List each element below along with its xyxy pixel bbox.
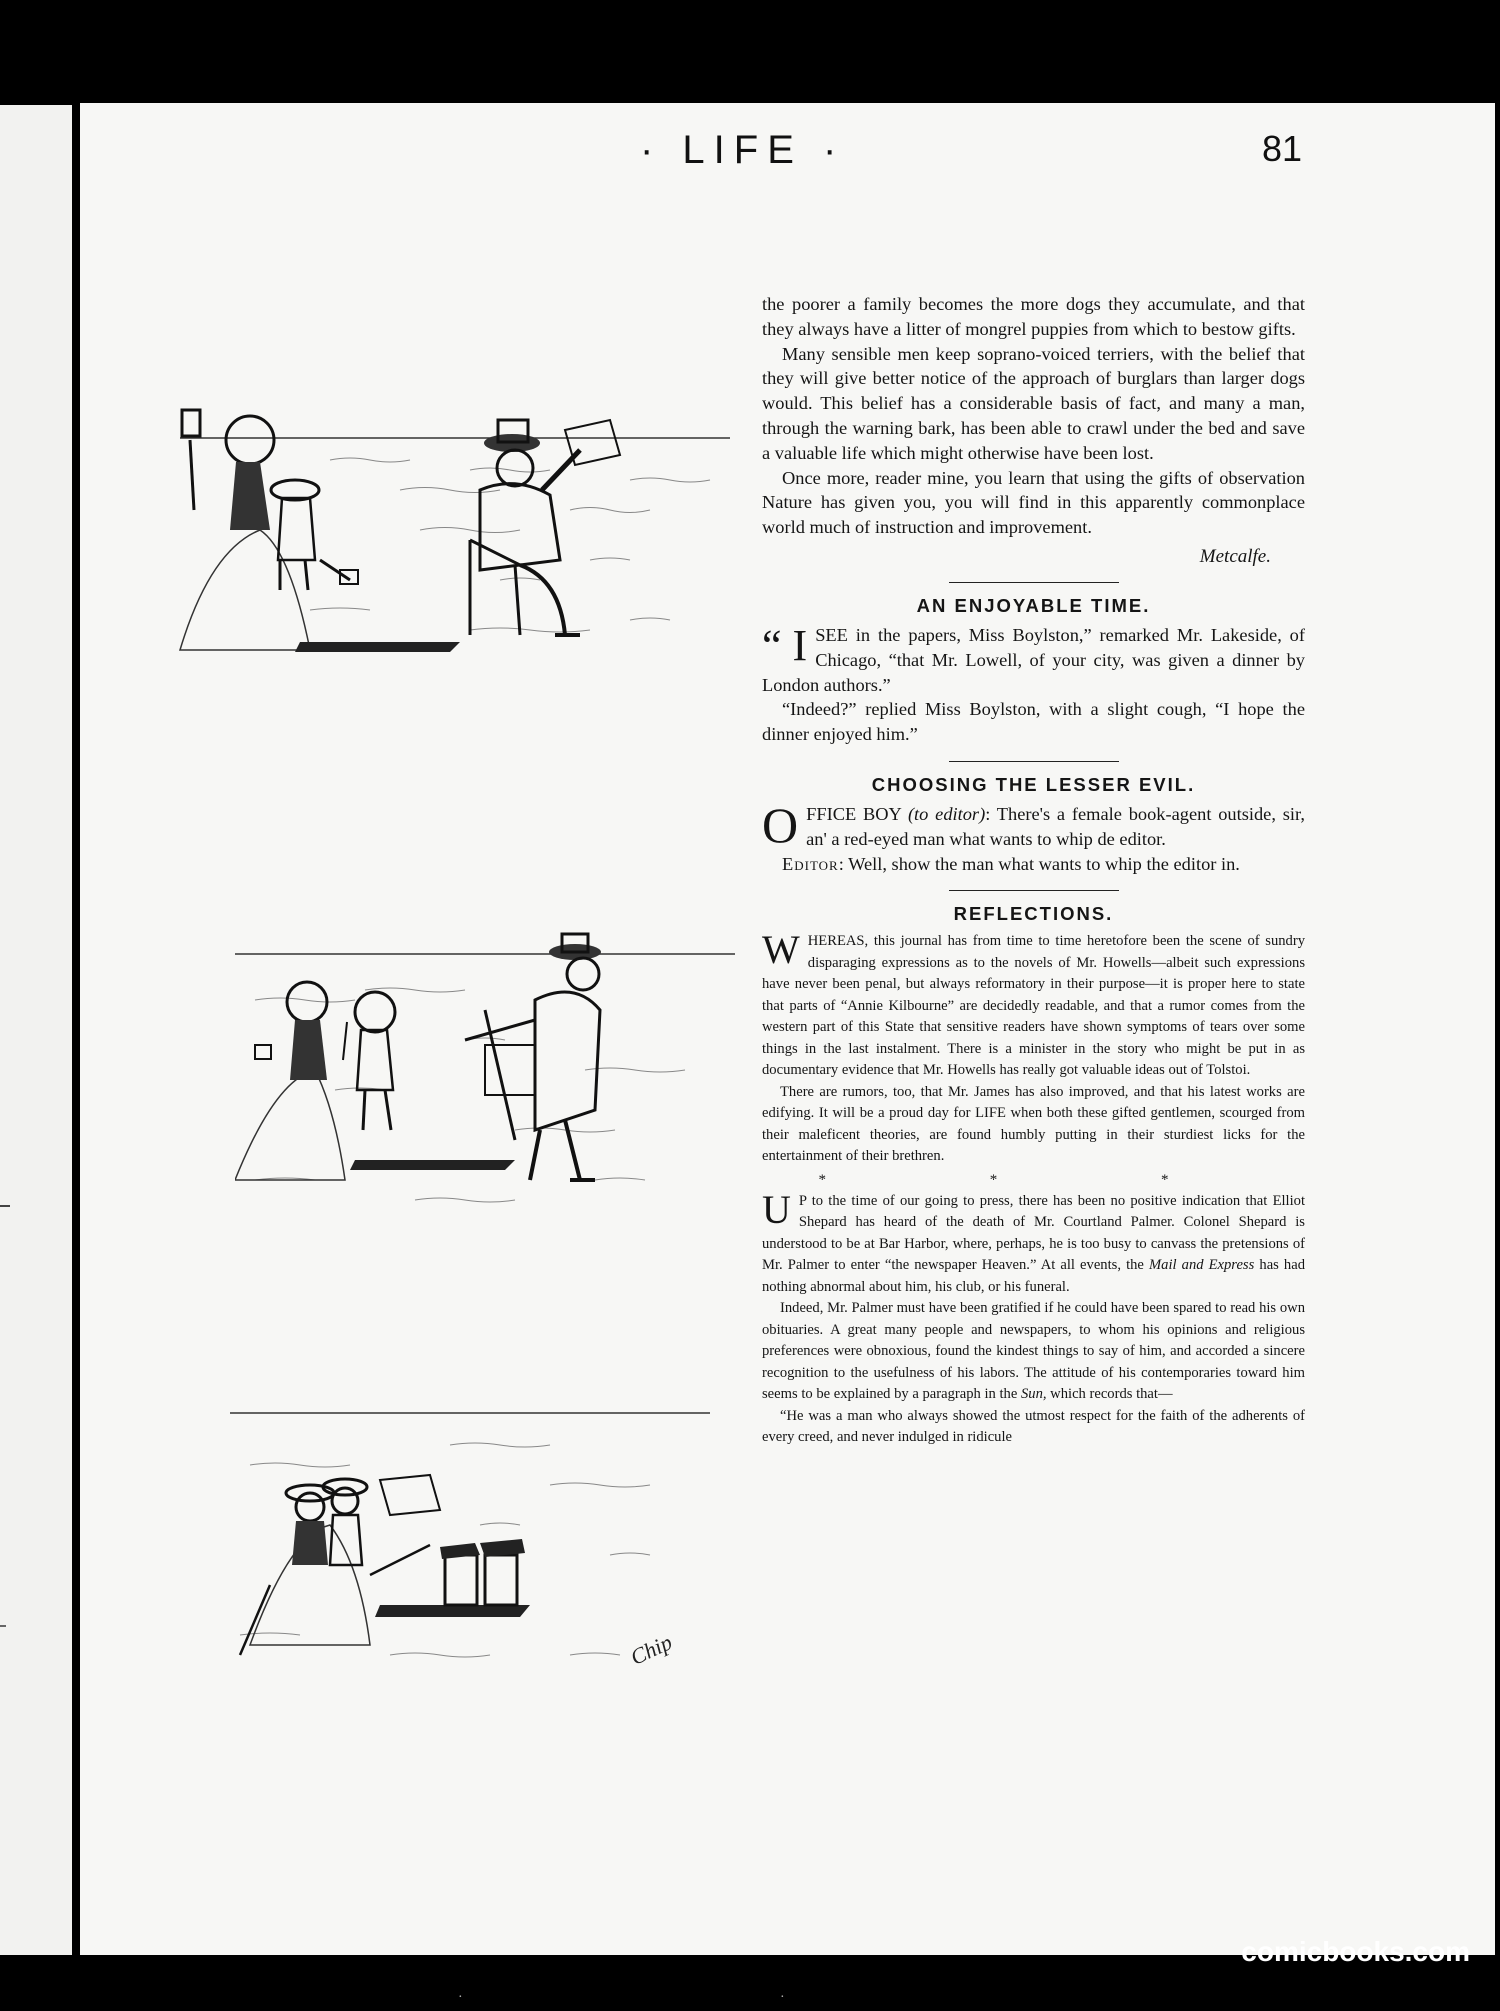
section-divider xyxy=(949,582,1119,583)
drop-cap: W xyxy=(762,927,800,973)
page-mark xyxy=(0,1625,6,1627)
author-signature: Metcalfe. xyxy=(1199,545,1271,567)
reflections-paragraph-2: There are rumors, too, that Mr. James has also improved, and that his latest works are edifying. It will be a proud day for LIFE when both these gifted gentlemen, scourged from their maleficent theories, are found humbly putting in their sturdiest licks for the entertainment of their brethren. xyxy=(762,1083,1305,1165)
article-column xyxy=(762,292,1305,1449)
stage-direction: (to editor) xyxy=(907,803,986,824)
beach-scene-2-drawing xyxy=(235,930,735,1240)
reflections-quote: “He was a man who always showed the utmost respect for the faith of the adherents of every creed, and never indulged in ridicule xyxy=(762,1407,1305,1446)
reflections-text-3b: has had nothing abnormal about him, his club, or his funeral. xyxy=(762,1257,1305,1295)
drop-cap: U xyxy=(762,1186,791,1232)
cartoon-panel-2 xyxy=(235,930,735,1240)
site-watermark: comicbooks.com xyxy=(1241,1936,1470,1967)
reflections-text-4a: Indeed, Mr. Palmer must have been gratified if he could have been spared to read his own obituaries. A great many people and newspapers, to whom his opinions and religious preferences were obnoxious, found the kindest things to say of him, and accorded a sincere recognition to the usefulness of his labors. The attitude of his contemporaries toward him seems to be explained by a paragraph in the xyxy=(762,1300,1305,1403)
scan-speck: · xyxy=(780,1990,785,2005)
heading-reflections: REFLECTIONS. xyxy=(953,903,1114,925)
section-divider xyxy=(949,761,1119,762)
intro-paragraph-2: Many sensible men keep soprano-voiced terriers, with the belief that they will give better notice of the approach of burglars than larger dogs would. This belief has a considerable basis of fact, and many a man, through the warning bark, has been able to crawl under the bed and save a valuable life which might otherwise have been lost. xyxy=(762,343,1305,463)
intro-paragraph-3: Once more, reader mine, you learn that using the gifts of observation Nature has given you, you will find in this apparently commonplace world much of instruction and improvement. xyxy=(762,467,1305,538)
speaker-office-boy: FFICE BOY xyxy=(806,803,902,824)
office-boy-line: : There's a female book-agent outside, sir, an' a red-eyed man what wants to whip de editor. xyxy=(806,803,1305,849)
drop-cap: “ I xyxy=(762,620,808,670)
speaker-editor: Editor xyxy=(782,853,839,874)
page-number: 81 xyxy=(1262,128,1303,169)
reflections-paragraph-4 xyxy=(762,1298,1305,1406)
enjoyable-paragraph-1 xyxy=(762,620,1305,697)
section-divider xyxy=(949,890,1119,891)
facing-page-edge xyxy=(0,105,72,1955)
scan-speck: · xyxy=(458,1990,463,2005)
editor-line: : Well, show the man what wants to whip the editor in. xyxy=(838,853,1240,874)
lesser-evil-paragraph-1 xyxy=(762,796,1305,853)
heading-lesser-evil: CHOOSING THE LESSER EVIL. xyxy=(871,773,1196,795)
drop-cap: O xyxy=(762,796,799,853)
enjoyable-text-1: SEE in the papers, Miss Boylston,” remarked Mr. Lakeside, of Chicago, “that Mr. Lowell, of your city, was given a dinner by London authors.” xyxy=(762,624,1305,695)
reflections-paragraph-1 xyxy=(762,927,1305,1082)
newspaper-title: Mail and Express xyxy=(1149,1257,1255,1274)
reflections-text-1: HEREAS, this journal has from time to time heretofore been the scene of sundry disparaging expressions as to the novels of Mr. Howells—albeit such expressions have never been penal, but always reformatory in their purpose—it is proper here to state that parts of “Annie Kilbourne” are decidedly readable, and that a rumor comes from the western part of this State that sensitive readers have shown symptoms of tears over some things in the last instalment. There is a minister in the story who might be put in as documentary evidence that Mr. Howells has really got valuable ideas out of Tolstoi. xyxy=(762,933,1305,1079)
cartoon-panel-3 xyxy=(230,1405,710,1705)
reflections-text-3a: P to the time of our going to press, there has been no positive indication that Elliot Shepard has heard of the death of Mr. Courtland Palmer. Colonel Shepard is understood to be at Bar Harbor, where, perhaps, he is too busy to canvass the pretensions of Mr. Palmer to enter “the newspaper Heaven.” At all events, the xyxy=(762,1192,1305,1274)
intro-paragraph-1: the poorer a family becomes the more dogs they accumulate, and that they always have a litter of mongrel puppies from which to bestow gifts. xyxy=(762,294,1305,339)
reflections-text-4b: which records that— xyxy=(1050,1386,1173,1403)
artist-signature: Chip xyxy=(626,1629,676,1670)
cartoon-panel-1 xyxy=(170,380,730,670)
heading-enjoyable-time: AN ENJOYABLE TIME. xyxy=(916,594,1151,616)
section-stars: * * * xyxy=(818,1171,1249,1188)
newspaper-title: Sun, xyxy=(1020,1386,1047,1403)
reflections-paragraph-3 xyxy=(762,1186,1305,1299)
enjoyable-paragraph-2: “Indeed?” replied Miss Boylston, with a slight cough, “I hope the dinner enjoyed him.” xyxy=(762,699,1305,745)
page-mark xyxy=(0,1205,10,1207)
lesser-evil-paragraph-2 xyxy=(762,852,1305,877)
magazine-title: · LIFE · xyxy=(640,128,846,172)
beach-scene-1-drawing xyxy=(170,380,730,670)
